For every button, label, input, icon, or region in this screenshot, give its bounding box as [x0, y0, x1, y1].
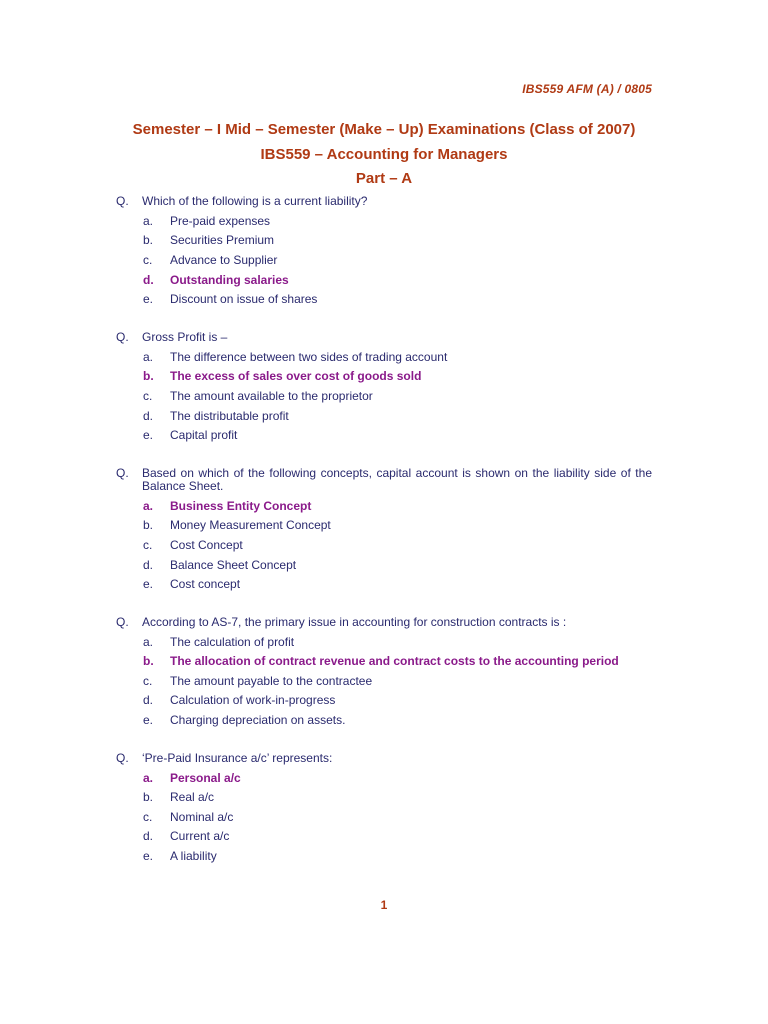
option-letter: d.: [143, 829, 154, 844]
answer-option: [143, 425, 652, 445]
answer-option: [143, 289, 652, 309]
answer-option: [143, 671, 652, 691]
option-text: The calculation of profit: [170, 634, 295, 649]
option-text: Capital profit: [170, 428, 238, 443]
answer-option: [143, 516, 652, 536]
answer-option-correct: [143, 270, 652, 290]
course-title: IBS559 – Accounting for Managers: [260, 146, 508, 163]
option-text: The difference between two sides of trading account: [170, 349, 448, 364]
answer-option: [143, 807, 652, 827]
option-letter: a.: [143, 634, 154, 649]
option-text: Cost Concept: [170, 537, 243, 552]
question-row: [116, 330, 652, 347]
answer-option: [143, 827, 652, 847]
part-title: Part – A: [355, 170, 413, 187]
option-letter: b.: [143, 790, 154, 805]
option-list: [116, 496, 652, 594]
option-letter: e.: [143, 577, 154, 592]
question-marker: Q.: [116, 194, 129, 208]
document-code: IBS559 AFM (A) / 0805: [522, 82, 652, 96]
question-list: [116, 194, 652, 887]
option-text: Advance to Supplier: [170, 252, 278, 267]
option-text: The amount available to the proprietor: [170, 388, 373, 403]
option-letter: d.: [143, 272, 154, 287]
answer-option: [143, 347, 652, 367]
option-letter: e.: [143, 292, 154, 307]
option-text: The allocation of contract revenue and contract costs to the accounting period: [170, 654, 619, 669]
answer-option: [143, 211, 652, 231]
option-letter: b.: [143, 518, 154, 533]
option-text: Business Entity Concept: [170, 498, 312, 513]
option-letter: a.: [143, 498, 154, 513]
option-text: Outstanding salaries: [170, 272, 289, 287]
answer-option: [143, 231, 652, 251]
option-text: The amount payable to the contractee: [170, 673, 373, 688]
page-number: 1: [380, 898, 388, 912]
option-list: [116, 768, 652, 866]
option-text: The excess of sales over cost of goods sold: [170, 369, 422, 384]
option-letter: d.: [143, 557, 154, 572]
option-list: [116, 632, 652, 730]
exam-title: Semester – I Mid – Semester (Make – Up) Examinations (Class of 2007): [132, 121, 636, 138]
question-marker: Q.: [116, 614, 129, 629]
answer-option: [143, 846, 652, 866]
option-list: [116, 347, 652, 445]
option-letter: c.: [143, 252, 153, 267]
option-letter: c.: [143, 388, 153, 403]
question-row: [116, 615, 652, 632]
answer-option: [143, 386, 652, 406]
option-letter: a.: [143, 213, 154, 228]
answer-option-correct: [143, 496, 652, 516]
question-text: ‘Pre-Paid Insurance a/c’ represents:: [142, 750, 333, 765]
option-text: Balance Sheet Concept: [170, 557, 297, 572]
option-text: Pre-paid expenses: [170, 213, 271, 228]
option-text: Calculation of work-in-progress: [170, 693, 336, 708]
answer-option-correct: [143, 367, 652, 387]
option-letter: c.: [143, 537, 153, 552]
question-marker: Q.: [116, 465, 129, 480]
question-block: [116, 466, 652, 594]
option-text: Real a/c: [170, 790, 215, 805]
option-text: Nominal a/c: [170, 809, 234, 824]
question-text: According to AS-7, the primary issue in accounting for construction contracts is :: [142, 614, 567, 629]
answer-option: [143, 632, 652, 652]
question-marker: Q.: [116, 750, 129, 765]
option-list: [116, 211, 652, 309]
answer-option: [143, 787, 652, 807]
question-text: Which of the following is a current liability?: [142, 194, 368, 208]
option-letter: c.: [143, 809, 153, 824]
answer-option-correct: [143, 768, 652, 788]
option-letter: b.: [143, 233, 154, 248]
option-letter: e.: [143, 849, 154, 864]
question-block: [116, 751, 652, 866]
answer-option: [143, 555, 652, 575]
answer-option: [143, 406, 652, 426]
option-text: Securities Premium: [170, 233, 275, 248]
option-letter: a.: [143, 770, 154, 785]
option-letter: e.: [143, 428, 154, 443]
question-block: [116, 330, 652, 445]
answer-option: [143, 250, 652, 270]
answer-option: [143, 535, 652, 555]
option-letter: c.: [143, 673, 153, 688]
option-letter: d.: [143, 693, 154, 708]
question-text: Based on which of the following concepts, capital account is shown on the liability side of the Balance Sheet.: [142, 465, 652, 493]
question-row: [116, 466, 652, 496]
option-letter: e.: [143, 713, 154, 728]
option-text: Money Measurement Concept: [170, 518, 331, 533]
option-text: A liability: [170, 849, 217, 864]
option-text: Discount on issue of shares: [170, 292, 318, 307]
option-text: Cost concept: [170, 577, 241, 592]
answer-option-correct: [143, 652, 652, 672]
option-letter: b.: [143, 654, 154, 669]
question-row: [116, 751, 652, 768]
answer-option: [143, 574, 652, 594]
option-letter: d.: [143, 408, 154, 423]
question-row: [116, 194, 652, 211]
option-letter: a.: [143, 349, 154, 364]
option-text: Current a/c: [170, 829, 230, 844]
question-marker: Q.: [116, 329, 129, 344]
option-letter: b.: [143, 369, 154, 384]
question-block: [116, 194, 652, 309]
option-text: Charging depreciation on assets.: [170, 713, 346, 728]
option-text: Personal a/c: [170, 770, 241, 785]
question-text: Gross Profit is –: [142, 329, 228, 344]
option-text: The distributable profit: [170, 408, 289, 423]
answer-option: [143, 691, 652, 711]
answer-option: [143, 710, 652, 730]
question-block: [116, 615, 652, 730]
